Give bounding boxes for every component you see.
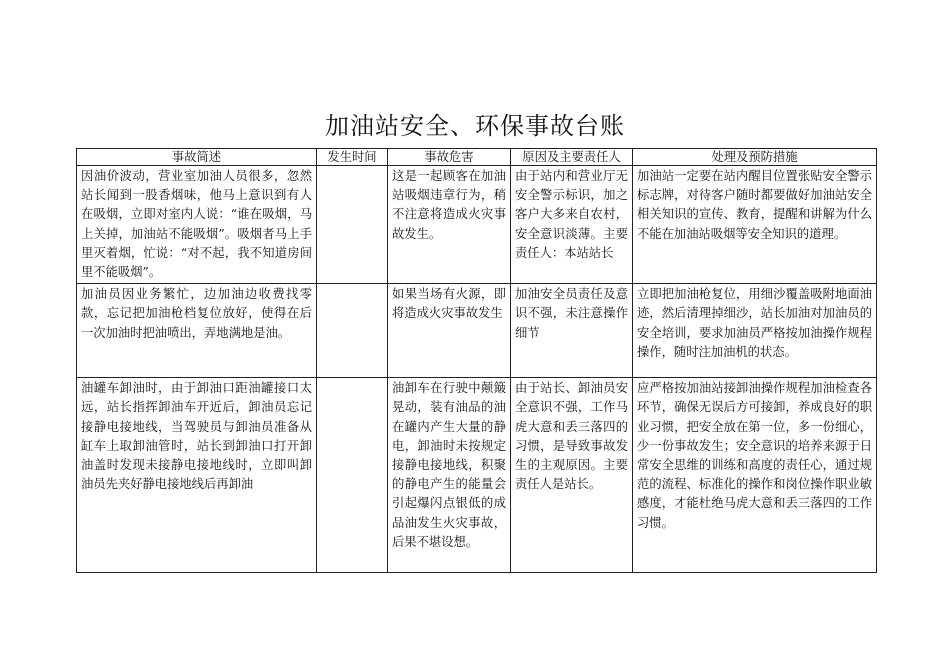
table-row (77, 378, 877, 573)
cell-hazard: 这是一起顾客在加油站吸烟违章行为，稍不注意将造成火灾事故发生。 (388, 166, 511, 284)
table-row (77, 166, 877, 284)
cell-time (317, 166, 388, 284)
cell-time (317, 284, 388, 378)
header-cause: 原因及主要责任人 (511, 149, 633, 166)
cell-cause: 由于站内和营业厅无安全警示标识，加之客户大多来自农村，安全意识淡薄。主要责任人：本站站长 (511, 166, 633, 284)
cell-cause: 由于站长、卸油员安全意识不强，工作马虎大意和丢三落四的习惯，是导致事故发生的主观原因。主要责任人是站长。 (511, 378, 633, 573)
cell-summary: 因油价波动，营业室加油人员很多，忽然站长闻到一股香烟味，他马上意识到有人在吸烟，立即对室内人说：“谁在吸烟，马上关掉，加油站不能吸烟”。吸烟者马上手里灭着烟，忙说：“对不起，我不知道房间里不能吸烟”。 (77, 166, 317, 284)
table-header-row (77, 149, 877, 166)
header-measures: 处理及预防措施 (633, 149, 877, 166)
header-summary: 事故简述 (77, 149, 317, 166)
cell-measures: 应严格按加油站接卸油操作规程加油检查各环节，确保无误后方可接卸，养成良好的职业习惯，把安全放在第一位，多一份细心，少一份事故发生；安全意识的培养来源于日常安全思维的训练和高度的责任心，通过规范的流程、标准化的操作和岗位操作职业敏感度，才能杜绝马虎大意和丢三落四的工作习惯。 (633, 378, 877, 573)
table-row (77, 284, 877, 378)
cell-measures: 加油站一定要在站内醒目位置张贴安全警示标志牌，对待客户随时都要做好加油站安全相关知识的宣传、教育，提醒和讲解为什么不能在加油站吸烟等安全知识的道理。 (633, 166, 877, 284)
header-time: 发生时间 (317, 149, 388, 166)
header-hazard: 事故危害 (388, 149, 511, 166)
document-title: 加油站安全、环保事故台账 (325, 112, 625, 140)
cell-cause: 加油安全员责任及意识不强，未注意操作细节 (511, 284, 633, 378)
cell-hazard: 油卸车在行驶中颠簸晃动，装有油品的油在罐内产生大量的静电，卸油时未按规定接静电接地线，积聚的静电产生的能量会引起爆闪点银低的成品油发生火灾事故，后果不堪设想。 (388, 378, 511, 573)
cell-hazard: 如果当场有火源，即将造成火灾事故发生 (388, 284, 511, 378)
cell-summary: 油罐车卸油时，由于卸油口距油罐接口太远，站长指挥卸油车开近后，卸油员忘记接静电接地线，当驾驶员与卸油员准备从缸车上取卸油管时，站长到卸油口打开卸油盖时发现未接静电接地线时，立即叫卸油员先夹好静电接地线后再卸油 (77, 378, 317, 573)
cell-summary: 加油员因业务繁忙，边加油边收费找零款，忘记把加油枪档复位放好，使得在后一次加油时把油喷出，弄地满地是油。 (77, 284, 317, 378)
accident-ledger-table (76, 148, 877, 573)
cell-measures: 立即把加油枪复位，用细沙覆盖吸附地面油迹，然后清理掉细沙，站长加油对加油员的安全培训，要求加油员严格按加油操作规程操作，随时注加油机的状态。 (633, 284, 877, 378)
cell-time (317, 378, 388, 573)
